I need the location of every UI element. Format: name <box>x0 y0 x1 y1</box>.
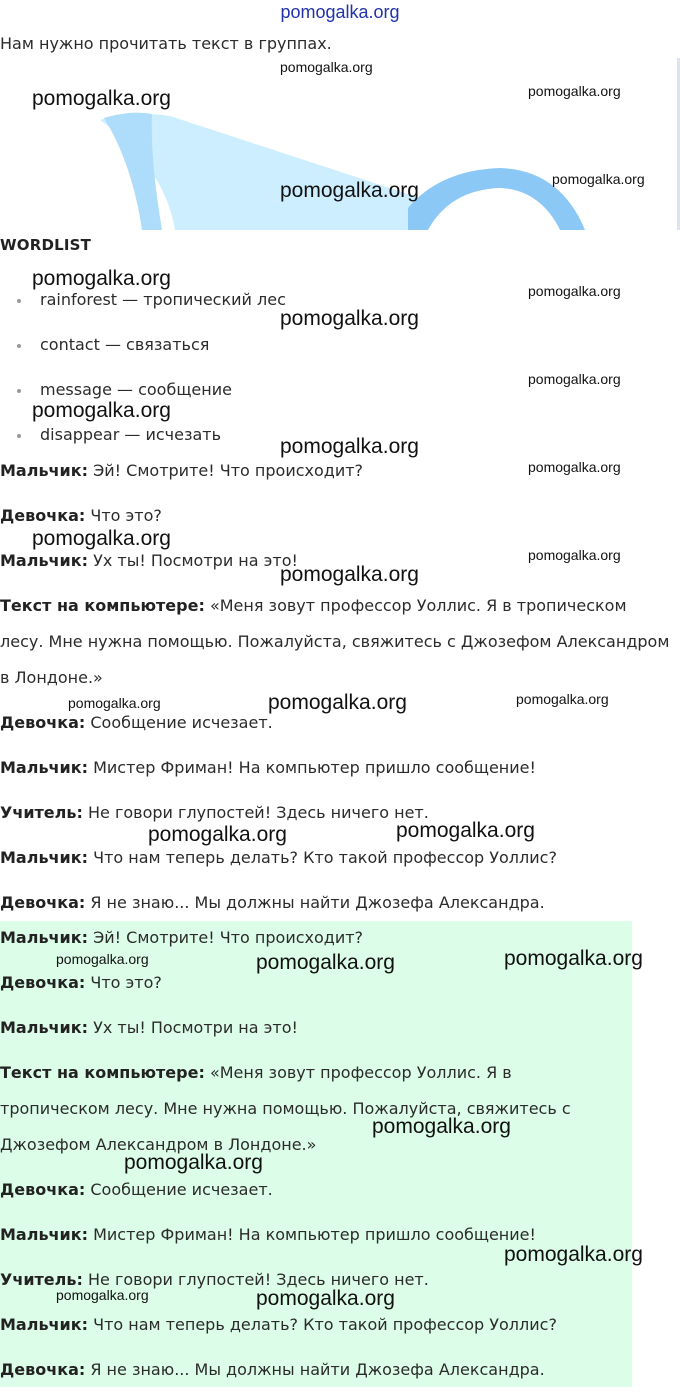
dialogue-highlighted <box>0 920 632 1397</box>
watermark: pomogalka.org <box>280 307 419 330</box>
line-text: Что это? <box>85 506 162 525</box>
line-text: «Меня зовут профессор Уоллис. Я в тропическом лесу. Мне нужна помощью. Пожалуйста, свяжитесь с Джозефом Александром в Лондоне.» <box>0 1063 571 1154</box>
wordlist-item: message — сообщение <box>40 380 232 399</box>
site-top-link[interactable]: pomogalka.org <box>280 2 400 22</box>
speaker: Девочка: <box>0 713 86 732</box>
line-text: Что нам теперь делать? Кто такой профессор Уоллис? <box>88 1315 557 1334</box>
speaker: Мальчик: <box>0 758 89 777</box>
watermark: pomogalka.org <box>280 59 373 75</box>
bullet-icon <box>17 299 21 303</box>
speaker: Девочка: <box>0 1360 86 1379</box>
line-text: Что это? <box>85 973 162 992</box>
watermark: pomogalka.org <box>56 1287 149 1303</box>
dialogue-line <box>0 1307 632 1343</box>
watermark: pomogalka.org <box>504 1243 643 1266</box>
line-text: Не говори глупостей! Здесь ничего нет. <box>82 1270 429 1289</box>
speaker: Мальчик: <box>0 1225 89 1244</box>
dialogue-line <box>0 1055 620 1163</box>
watermark: pomogalka.org <box>56 951 149 967</box>
watermark: pomogalka.org <box>124 1151 263 1174</box>
speaker: Мальчик: <box>0 848 89 867</box>
wordlist <box>0 288 286 468</box>
watermark: pomogalka.org <box>256 1287 395 1310</box>
watermark: pomogalka.org <box>280 563 419 586</box>
wordlist-item: disappear — исчезать <box>40 425 222 444</box>
line-text: Не говори глупостей! Здесь ничего нет. <box>82 803 429 822</box>
line-text: Ух ты! Посмотри на это! <box>88 1018 298 1037</box>
list-item <box>0 288 286 333</box>
speaker: Мальчик: <box>0 928 89 947</box>
wordlist-item: contact — связаться <box>40 335 210 354</box>
speaker: Мальчик: <box>0 551 89 570</box>
watermark: pomogalka.org <box>148 823 287 846</box>
speaker: Мальчик: <box>0 1018 89 1037</box>
watermark: pomogalka.org <box>68 695 161 711</box>
speaker: Учитель: <box>0 1270 83 1289</box>
dialogue-line <box>0 750 680 786</box>
dialogue-line <box>0 840 680 876</box>
line-text: Сообщение исчезает. <box>85 713 273 732</box>
speaker: Текст на компьютере: <box>0 596 205 615</box>
line-text: Мистер Фриман! На компьютер пришло сообщение! <box>88 758 536 777</box>
speaker: Мальчик: <box>0 1315 89 1334</box>
line-text: Я не знаю... Мы должны найти Джозефа Александра. <box>85 1360 545 1379</box>
watermark: pomogalka.org <box>268 691 407 714</box>
line-text: Мистер Фриман! На компьютер пришло сообщение! <box>88 1225 536 1244</box>
watermark: pomogalka.org <box>528 283 621 299</box>
line-text: Эй! Смотрите! Что происходит? <box>88 928 364 947</box>
watermark: pomogalka.org <box>504 947 643 970</box>
watermark: pomogalka.org <box>552 171 645 187</box>
bullet-icon <box>17 344 21 348</box>
speaker: Девочка: <box>0 1180 86 1199</box>
line-text: Что нам теперь делать? Кто такой профессор Уоллис? <box>88 848 557 867</box>
wordlist-item: rainforest — тропический лес <box>40 290 286 309</box>
watermark: pomogalka.org <box>32 87 171 110</box>
list-item <box>0 333 286 378</box>
watermark: pomogalka.org <box>372 1115 511 1138</box>
dialogue-line <box>0 795 680 831</box>
watermark: pomogalka.org <box>280 435 419 458</box>
bullet-icon <box>17 389 21 393</box>
speaker: Учитель: <box>0 803 83 822</box>
bullet-icon <box>17 434 21 438</box>
dialogue-line <box>0 1010 632 1046</box>
watermark: pomogalka.org <box>32 527 171 550</box>
speaker: Девочка: <box>0 973 86 992</box>
dialogue-line <box>0 1172 632 1208</box>
watermark: pomogalka.org <box>396 819 535 842</box>
watermark: pomogalka.org <box>32 267 171 290</box>
speaker: Текст на компьютере: <box>0 1063 205 1082</box>
line-text: Сообщение исчезает. <box>85 1180 273 1199</box>
dialogue-line <box>0 885 680 921</box>
watermark: pomogalka.org <box>280 179 419 202</box>
watermark: pomogalka.org <box>528 459 621 475</box>
line-text: Я не знаю... Мы должны найти Джозефа Александра. <box>85 893 545 912</box>
watermark: pomogalka.org <box>528 371 621 387</box>
watermark: pomogalka.org <box>516 691 609 707</box>
line-text: Эй! Смотрите! Что происходит? <box>88 461 364 480</box>
speaker: Девочка: <box>0 893 86 912</box>
dialogue-line <box>0 588 670 696</box>
watermark: pomogalka.org <box>256 951 395 974</box>
watermark: pomogalka.org <box>528 547 621 563</box>
watermark: pomogalka.org <box>528 83 621 99</box>
speaker: Мальчик: <box>0 461 89 480</box>
speaker: Девочка: <box>0 506 86 525</box>
watermark: pomogalka.org <box>32 399 171 422</box>
intro-text: Нам нужно прочитать текст в группах. <box>0 34 332 53</box>
wordlist-title: WORDLIST <box>0 236 92 254</box>
line-text: Ух ты! Посмотри на это! <box>88 551 298 570</box>
line-text: «Меня зовут профессор Уоллис. Я в тропическом лесу. Мне нужна помощью. Пожалуйста, свяжитесь с Джозефом Александром в Лондоне.» <box>0 596 670 687</box>
dialogue-line <box>0 1352 632 1388</box>
